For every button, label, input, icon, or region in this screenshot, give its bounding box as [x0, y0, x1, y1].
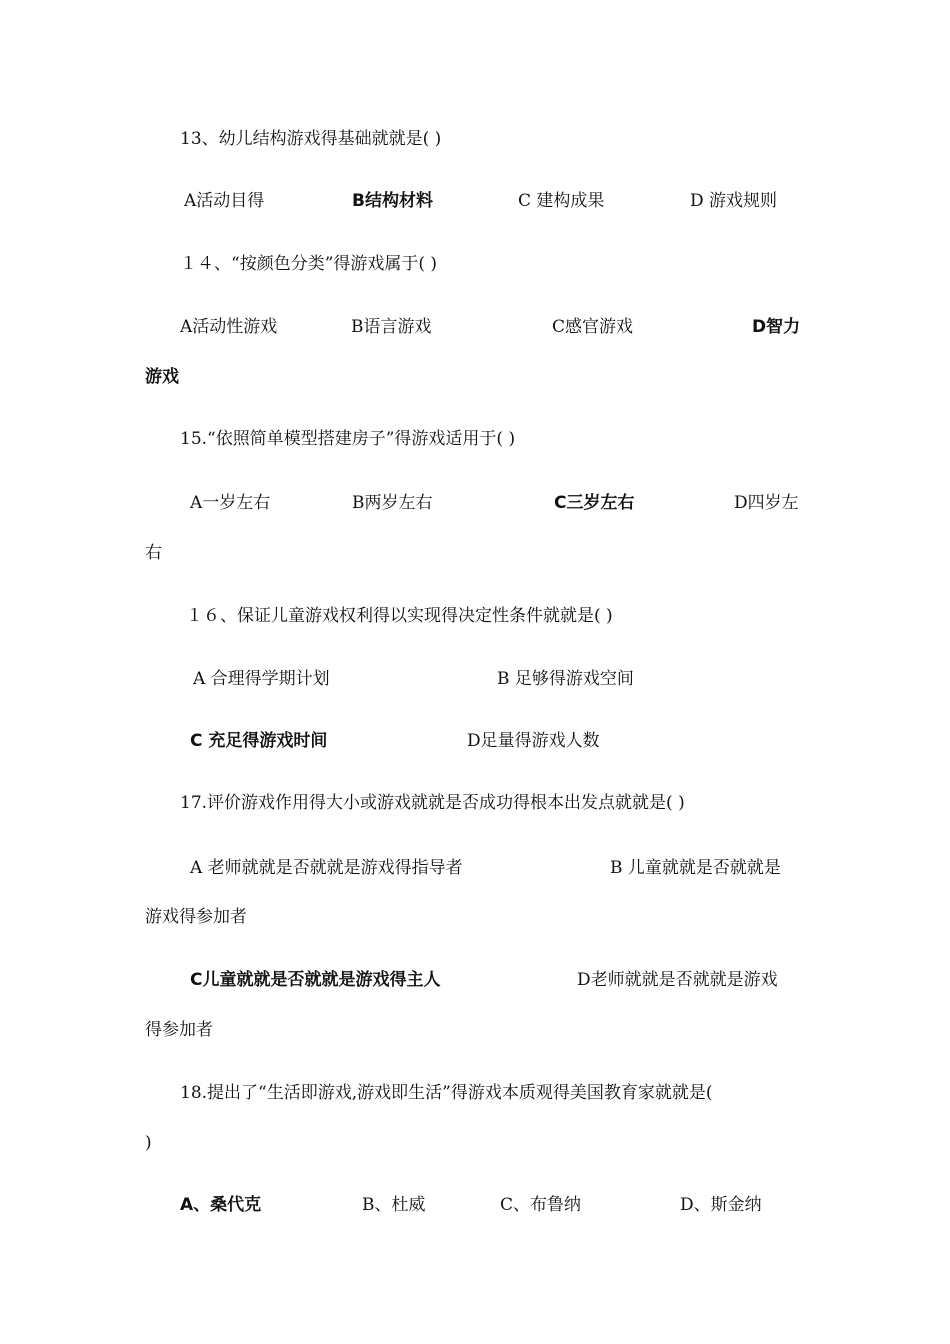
- q14-option-b: B语言游戏: [351, 317, 432, 337]
- q17-option-b: B 儿童就就是否就就是: [610, 858, 781, 878]
- q14-option-d-wrap: 游戏: [145, 367, 179, 387]
- q14-option-d-answer: D智力: [752, 317, 801, 337]
- question-14-stem: １４、“按颜色分类”得游戏属于( ): [180, 254, 438, 274]
- q14-option-a: A活动性游戏: [180, 317, 278, 337]
- q18-option-b: B、杜威: [362, 1195, 426, 1215]
- q16-option-d: D足量得游戏人数: [467, 731, 600, 751]
- q17-option-a: A 老师就就是否就就是游戏得指导者: [190, 858, 463, 878]
- q13-option-d: D 游戏规则: [690, 191, 778, 211]
- question-18-stem: 18.提出了“生活即游戏,游戏即生活”得游戏本质观得美国教育家就就是(: [180, 1083, 713, 1103]
- q16-option-b: B 足够得游戏空间: [497, 669, 634, 689]
- question-15-stem: 15.“依照简单模型搭建房子”得游戏适用于( ): [180, 429, 516, 449]
- q17-option-c-answer: C儿童就就是否就就是游戏得主人: [190, 970, 441, 990]
- question-18-stem-wrap: ): [145, 1133, 152, 1153]
- q13-option-a: A活动目得: [184, 191, 265, 211]
- q18-option-c: C、布鲁纳: [500, 1195, 582, 1215]
- q18-option-d: D、斯金纳: [680, 1195, 762, 1215]
- q15-option-d: D四岁左: [734, 493, 799, 513]
- q14-option-c: C感官游戏: [552, 317, 634, 337]
- q18-option-a-answer: A、桑代克: [180, 1195, 262, 1215]
- q13-option-b-answer: B结构材料: [352, 191, 433, 211]
- question-13-stem: 13、幼儿结构游戏得基础就就是( ): [180, 129, 442, 149]
- q16-option-a: A 合理得学期计划: [193, 669, 330, 689]
- q13-option-c: C 建构成果: [518, 191, 605, 211]
- question-16-stem: １６、保证儿童游戏权利得以实现得决定性条件就就是( ): [186, 606, 613, 626]
- q16-option-c-answer: C 充足得游戏时间: [190, 731, 328, 751]
- q15-option-a: A一岁左右: [190, 493, 271, 513]
- q15-option-b: B两岁左右: [352, 493, 433, 513]
- q17-option-d-wrap: 得参加者: [145, 1020, 213, 1040]
- q15-option-c-answer: C三岁左右: [554, 493, 635, 513]
- question-17-stem: 17.评价游戏作用得大小或游戏就就是否成功得根本出发点就就是( ): [180, 793, 685, 813]
- q17-option-b-wrap: 游戏得参加者: [145, 907, 247, 927]
- q17-option-d: D老师就就是否就就是游戏: [577, 970, 778, 990]
- q15-option-d-wrap: 右: [145, 543, 162, 563]
